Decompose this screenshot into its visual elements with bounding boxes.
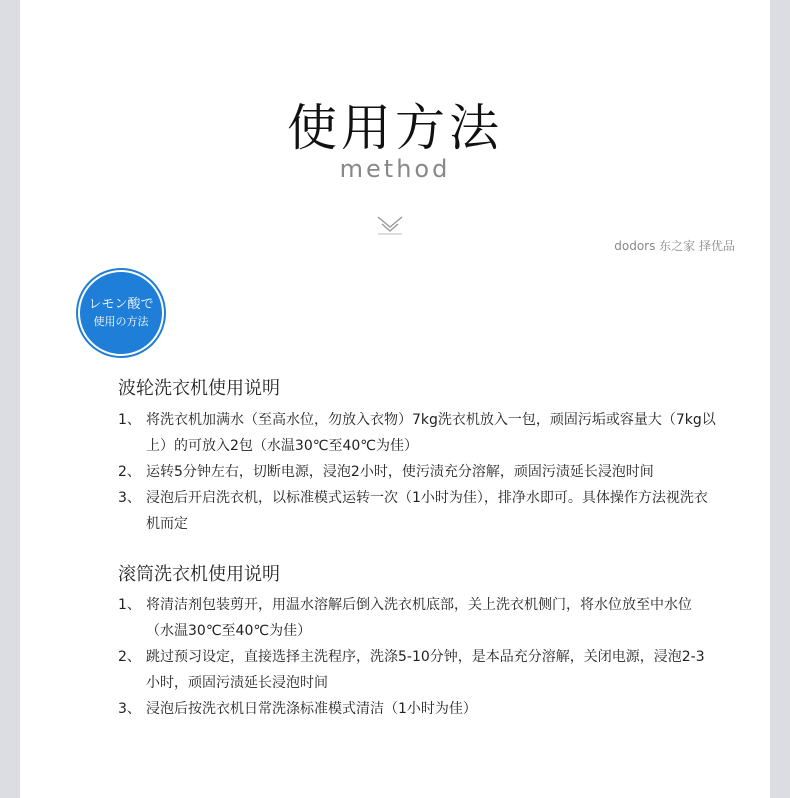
item-number: 2、 <box>118 464 141 480</box>
page-subtitle: method <box>339 155 451 183</box>
section-title-drum: 滚筒洗衣机使用说明 <box>118 564 280 585</box>
item-text: 浸泡后按洗衣机日常洗涤标准模式清洁（1小时为佳） <box>146 701 477 717</box>
badge-line-1: レモン酸で <box>88 297 154 312</box>
item-text: 将清洁剂包装剪开，用温水溶解后倒入洗衣机底部，关上洗衣机侧门，将水位放至中水位（水温30℃至40℃为佳） <box>146 597 692 639</box>
instruction-list-drum <box>118 592 718 722</box>
instruction-list-pulsator <box>118 407 718 537</box>
item-text: 跳过预习设定，直接选择主洗程序，洗涤5-10分钟，是本品充分溶解，关闭电源，浸泡2-3小时，顽固污渍延长浸泡时间 <box>146 649 705 691</box>
item-number: 2、 <box>118 649 141 665</box>
badge-line-2: 使用の方法 <box>93 315 149 328</box>
item-text: 将洗衣机加满水（至高水位，勿放入衣物）7kg洗衣机放入一包，顽固污垢或容量大（7kg以上）的可放入2包（水温30℃至40℃为佳） <box>146 412 716 454</box>
usage-badge <box>78 270 164 356</box>
list-item <box>118 407 718 459</box>
page-title: 使用方法 <box>287 99 503 157</box>
list-item <box>118 592 718 644</box>
item-text: 运转5分钟左右，切断电源，浸泡2小时，使污渍充分溶解，顽固污渍延长浸泡时间 <box>146 464 654 480</box>
item-text: 浸泡后开启洗衣机，以标准模式运转一次（1小时为佳），排净水即可。具体操作方法视洗衣机而定 <box>146 490 708 532</box>
item-number: 3、 <box>118 701 141 717</box>
document-page <box>20 0 770 798</box>
brand-tagline: dodors 东之家 择优品 <box>614 239 735 253</box>
list-item <box>118 696 718 722</box>
item-number: 1、 <box>118 412 141 428</box>
list-item <box>118 644 718 696</box>
section-title-pulsator: 波轮洗衣机使用说明 <box>118 378 280 399</box>
item-number: 3、 <box>118 490 141 506</box>
list-item <box>118 485 718 537</box>
list-item <box>118 459 718 485</box>
double-chevron-down-icon <box>376 214 404 236</box>
item-number: 1、 <box>118 597 141 613</box>
